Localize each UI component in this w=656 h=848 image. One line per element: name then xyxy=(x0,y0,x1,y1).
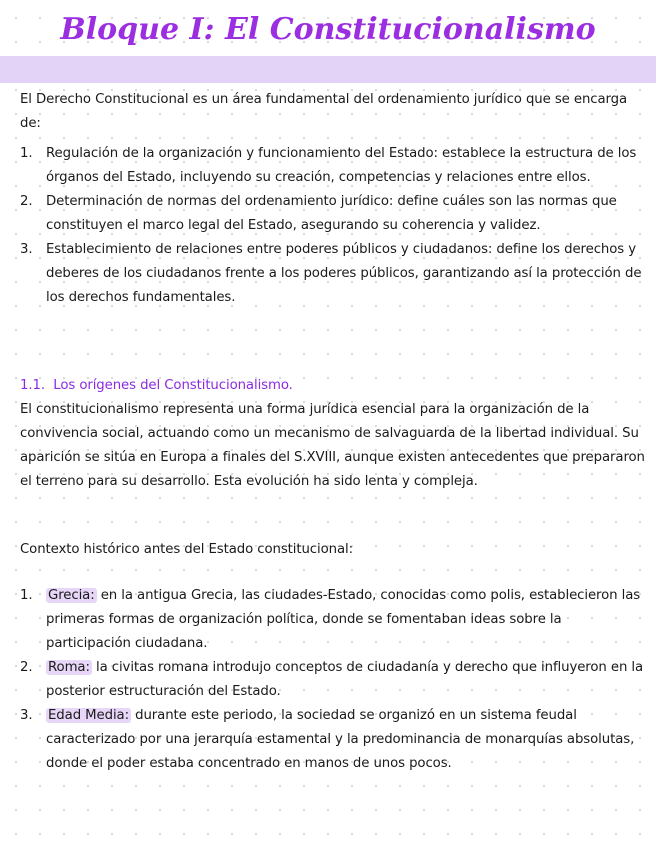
intro-text: El Derecho Constitucional es un área fundamental del ordenamiento jurídico que se encarga de: xyxy=(20,92,628,131)
section-title: Los orígenes del Constitucionalismo. xyxy=(53,378,293,393)
list-number: 3. xyxy=(20,242,33,257)
context-title: Contexto histórico antes del Estado constitucional: xyxy=(20,542,353,557)
title-band xyxy=(0,56,656,83)
section-body: El constitucionalismo representa una forma jurídica esencial para la organización de la convivencia social, actuando como un mecanismo de salvaguarda de la libertad individual. Su aparición se sitúa en Europa a finales del S.XVIII, aunque existen antecedentes que prepararon el terreno para su desarrollo. Esta evolución ha sido lenta y compleja. xyxy=(20,402,645,489)
page-title: Bloque I: El Constitucionalismo xyxy=(60,12,596,47)
list-number: 1. xyxy=(20,588,33,603)
context-section xyxy=(20,538,650,776)
intro-section xyxy=(20,88,650,310)
list-number: 1. xyxy=(20,146,33,161)
term-highlight: Roma: xyxy=(48,660,90,675)
list-text: Determinación de normas del ordenamiento jurídico: define cuáles son las normas que constituyen el marco legal del Estado, asegurando su coherencia y validez. xyxy=(46,194,617,233)
list-item xyxy=(20,704,650,776)
section-number: 1.1. xyxy=(20,378,45,393)
term-highlight: Edad Media: xyxy=(48,708,129,723)
list-text: en la antigua Grecia, las ciudades-Estado, conocidas como polis, establecieron las primeras formas de organización política, donde se fomentaban ideas sobre la participación ciudadana. xyxy=(46,588,641,651)
list-text: Regulación de la organización y funcionamiento del Estado: establece la estructura de los órganos del Estado, incluyendo su creación, competencias y relaciones entre ellos. xyxy=(46,146,637,185)
list-item xyxy=(20,238,650,310)
list-text: la civitas romana introdujo conceptos de ciudadanía y derecho que influyeron en la posterior estructuración del Estado. xyxy=(46,660,644,699)
origins-section xyxy=(20,374,650,494)
functions-list xyxy=(20,142,650,310)
list-item xyxy=(20,656,650,704)
context-list xyxy=(20,584,650,776)
term-highlight: Grecia: xyxy=(48,588,95,603)
list-text: Establecimiento de relaciones entre poderes públicos y ciudadanos: define los derechos y deberes de los ciudadanos frente a los poderes públicos, garantizando así la protección de los derechos fundamentales. xyxy=(46,242,642,305)
list-number: 3. xyxy=(20,708,33,723)
list-item xyxy=(20,142,650,190)
list-item xyxy=(20,584,650,656)
list-text: durante este periodo, la sociedad se organizó en un sistema feudal caracterizado por una jerarquía estamental y la predominancia de monarquías absolutas, donde el poder estaba concentrado en manos de unos pocos. xyxy=(46,708,635,771)
list-number: 2. xyxy=(20,660,33,675)
list-item xyxy=(20,190,650,238)
list-number: 2. xyxy=(20,194,33,209)
section-heading xyxy=(20,374,650,398)
